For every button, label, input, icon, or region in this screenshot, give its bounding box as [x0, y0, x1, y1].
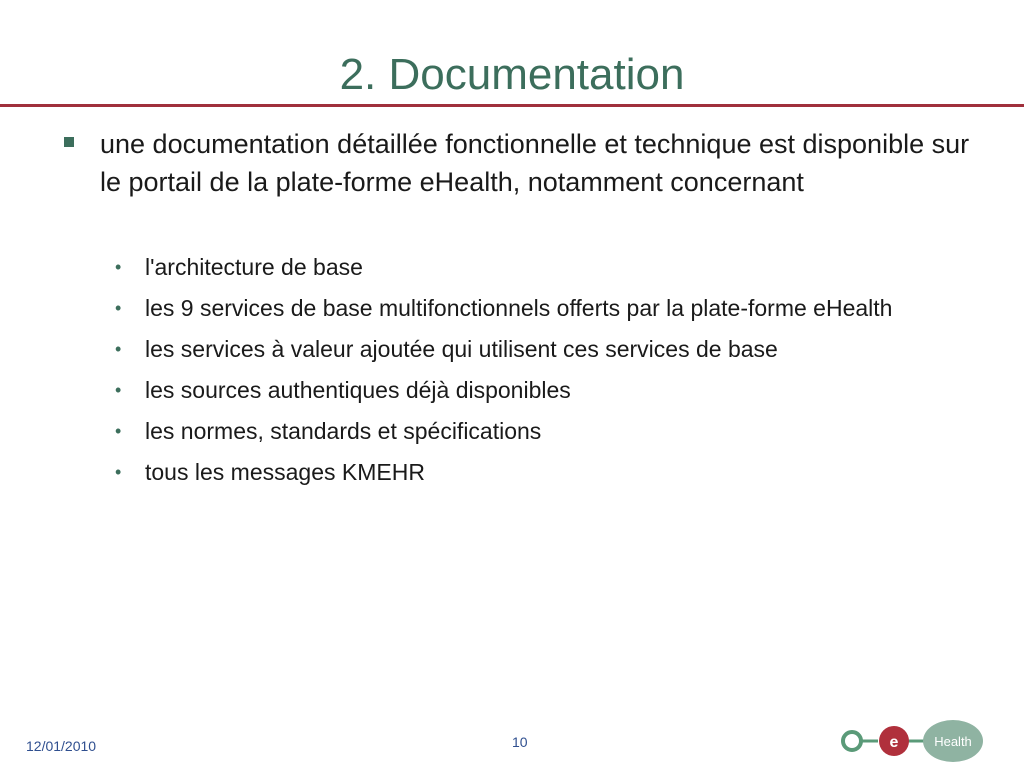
main-bullet-text: une documentation détaillée fonctionnelle et technique est disponible sur le portail de la plate-forme eHealth, notamment concernant: [100, 129, 970, 197]
logo-ring-icon: [843, 732, 861, 750]
sub-bullet-item: [0, 332, 975, 366]
dot-bullet-icon: •: [115, 380, 122, 400]
sub-bullet-text: tous les messages KMEHR: [145, 459, 425, 485]
sub-bullet-item: [0, 373, 975, 407]
sub-bullet-text: les 9 services de base multifonctionnels offerts par la plate-forme eHealth: [145, 295, 893, 321]
dot-bullet-icon: •: [115, 298, 122, 318]
sub-bullet-text: les services à valeur ajoutée qui utilisent ces services de base: [145, 336, 778, 362]
sub-bullet-item: [0, 291, 975, 325]
sub-bullet-text: l'architecture de base: [145, 254, 363, 280]
logo-word: Health: [934, 734, 972, 749]
sub-bullet-text: les sources authentiques déjà disponibles: [145, 377, 571, 403]
sub-bullet-item: [0, 250, 975, 284]
sub-bullet-item: [0, 455, 975, 489]
dot-bullet-icon: •: [115, 257, 122, 277]
logo-letter: e: [889, 734, 899, 751]
sub-bullet-text: les normes, standards et spécifications: [145, 418, 542, 444]
ehealth-logo: [838, 718, 984, 764]
dot-bullet-icon: •: [115, 462, 122, 482]
dot-bullet-icon: •: [115, 421, 122, 441]
footer-date: 12/01/2010: [26, 738, 97, 754]
page-number: 10: [512, 734, 528, 750]
slide-title: 2. Documentation: [339, 50, 685, 99]
dot-bullet-icon: •: [115, 339, 122, 359]
title-divider: [0, 104, 1024, 107]
sub-bullet-item: [0, 414, 975, 448]
square-bullet-icon: [64, 137, 74, 147]
sub-bullet-list: [0, 250, 1024, 496]
